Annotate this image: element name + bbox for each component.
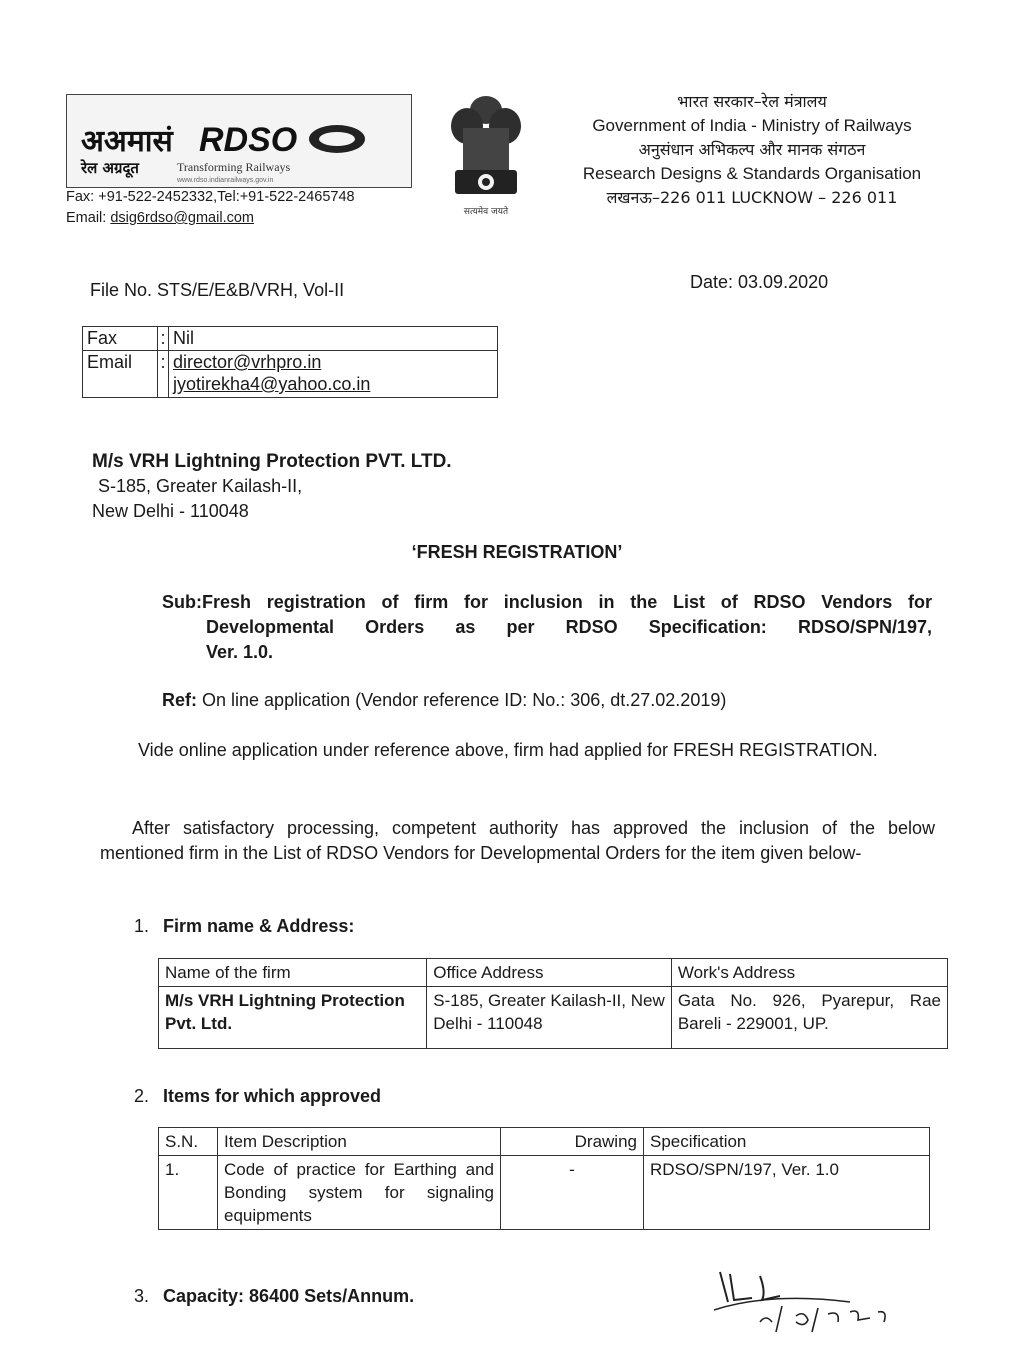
subject-line-2: Developmental Orders as per RDSO Specification: RDSO/SPN/197,	[206, 617, 932, 637]
logo-hindi-mark: अअमासं	[81, 124, 173, 159]
fax-email-table	[82, 326, 498, 398]
gov-line-hindi-2: अनुसंधान अभिकल्प और मानक संगठन	[638, 140, 866, 159]
email-values	[169, 351, 498, 398]
subject-line-3: Ver. 1.0.	[206, 642, 274, 662]
reference-label: Ref:	[162, 690, 197, 710]
national-emblem	[441, 88, 531, 220]
addressee-line-1: S-185, Greater Kailash-II,	[98, 476, 303, 496]
firm-address-table	[158, 958, 948, 1049]
government-header	[552, 90, 952, 210]
logo-hindi-tagline: रेल अग्रदूत	[81, 159, 139, 177]
email-link-1[interactable]: director@vrhpro.in	[173, 352, 322, 372]
header-office-address: Office Address	[427, 959, 672, 987]
section-3-heading	[134, 1286, 414, 1307]
section-1-heading	[134, 916, 354, 937]
cell-specification: RDSO/SPN/197, Ver. 1.0	[644, 1156, 930, 1230]
cell-sn: 1.	[159, 1156, 218, 1230]
letter-date: Date: 03.09.2020	[690, 272, 829, 292]
reference-text: On line application (Vendor reference ID: No.: 306, dt.27.02.2019)	[202, 690, 727, 710]
section-1-title: Firm name & Address:	[163, 916, 355, 936]
signature-graphic	[700, 1262, 910, 1342]
section-3-number: 3.	[134, 1286, 150, 1306]
rdso-logo	[66, 94, 412, 188]
ashoka-lion-emblem-icon	[441, 88, 531, 220]
table-row	[159, 1156, 930, 1230]
addressee-line-2: New Delhi - 110048	[92, 501, 249, 521]
cell-firm-name: M/s VRH Lightning Protection Pvt. Ltd.	[159, 987, 427, 1049]
fax-label: Fax	[83, 327, 158, 351]
table-header-row	[159, 959, 948, 987]
subject-block	[162, 590, 932, 665]
email-row	[83, 351, 498, 398]
header-item-description: Item Description	[218, 1128, 501, 1156]
fresh-registration-title: ‘FRESH REGISTRATION’	[411, 542, 623, 562]
fax-row	[83, 327, 498, 351]
gov-line-hindi-1: भारत सरकार–रेल मंत्रालय	[677, 92, 827, 111]
emblem-motto: सत्यमेव जयते	[463, 207, 509, 217]
rdso-logo-graphic	[67, 95, 411, 187]
section-2-title: Items for which approved	[163, 1086, 382, 1106]
section-2-heading	[134, 1086, 381, 1107]
logo-website: www.rdso.indianrailways.gov.in	[177, 177, 274, 184]
header-sn: S.N.	[159, 1128, 218, 1156]
file-number: File No. STS/E/E&B/VRH, Vol-II	[90, 280, 345, 300]
fax-tel-line: Fax: +91-522-2452332,Tel:+91-522-2465748	[66, 189, 355, 205]
header-works-address: Work's Address	[671, 959, 947, 987]
header-firm-name: Name of the firm	[159, 959, 427, 987]
header-specification: Specification	[644, 1128, 930, 1156]
email-link-2[interactable]: jyotirekha4@yahoo.co.in	[173, 374, 371, 394]
email-line	[66, 210, 254, 226]
cell-drawing: -	[501, 1156, 644, 1230]
email-link[interactable]: dsig6rdso@gmail.com	[110, 210, 254, 226]
paragraph-1: Vide online application under reference above, firm had applied for FRESH REGISTRATION.	[138, 740, 878, 760]
section-1-number: 1.	[134, 916, 150, 936]
email-label: Email:	[66, 210, 107, 226]
header-drawing: Drawing	[501, 1128, 644, 1156]
fax-value: Nil	[169, 327, 498, 351]
logo-brand: RDSO	[199, 121, 298, 159]
cell-works-address: Gata No. 926, Pyarepur, Rae Bareli - 229001, UP.	[671, 987, 947, 1049]
email-colon: :	[158, 351, 169, 398]
cell-item-description: Code of practice for Earthing and Bonding system for signaling equipments	[218, 1156, 501, 1230]
gov-line-english-2: Research Designs & Standards Organisation	[582, 164, 922, 183]
logo-english-tagline: Transforming Railways	[177, 160, 291, 174]
cell-office-address: S-185, Greater Kailash-II, New Delhi - 110048	[427, 987, 672, 1049]
subject-line-1: Sub:Fresh registration of firm for inclusion in the List of RDSO Vendors for	[162, 592, 932, 612]
email-label-cell: Email	[83, 351, 158, 398]
approved-items-table	[158, 1127, 930, 1230]
paragraph-2: After satisfactory processing, competent authority has approved the inclusion of the below mentioned firm in the List of RDSO Vendors for Developmental Orders for the item given below-	[100, 818, 935, 863]
section-3-text: Capacity: 86400 Sets/Annum.	[163, 1286, 415, 1306]
fax-colon: :	[158, 327, 169, 351]
gov-line-address: लखनऊ–226 011 LUCKNOW – 226 011	[606, 188, 898, 207]
addressee-block	[92, 449, 452, 524]
section-2-number: 2.	[134, 1086, 150, 1106]
addressee-name: M/s VRH Lightning Protection PVT. LTD.	[92, 451, 452, 472]
table-header-row	[159, 1128, 930, 1156]
reference-line	[162, 690, 726, 711]
handwritten-signature	[700, 1262, 910, 1342]
gov-line-english-1: Government of India - Ministry of Railways	[592, 116, 912, 135]
table-row	[159, 987, 948, 1049]
